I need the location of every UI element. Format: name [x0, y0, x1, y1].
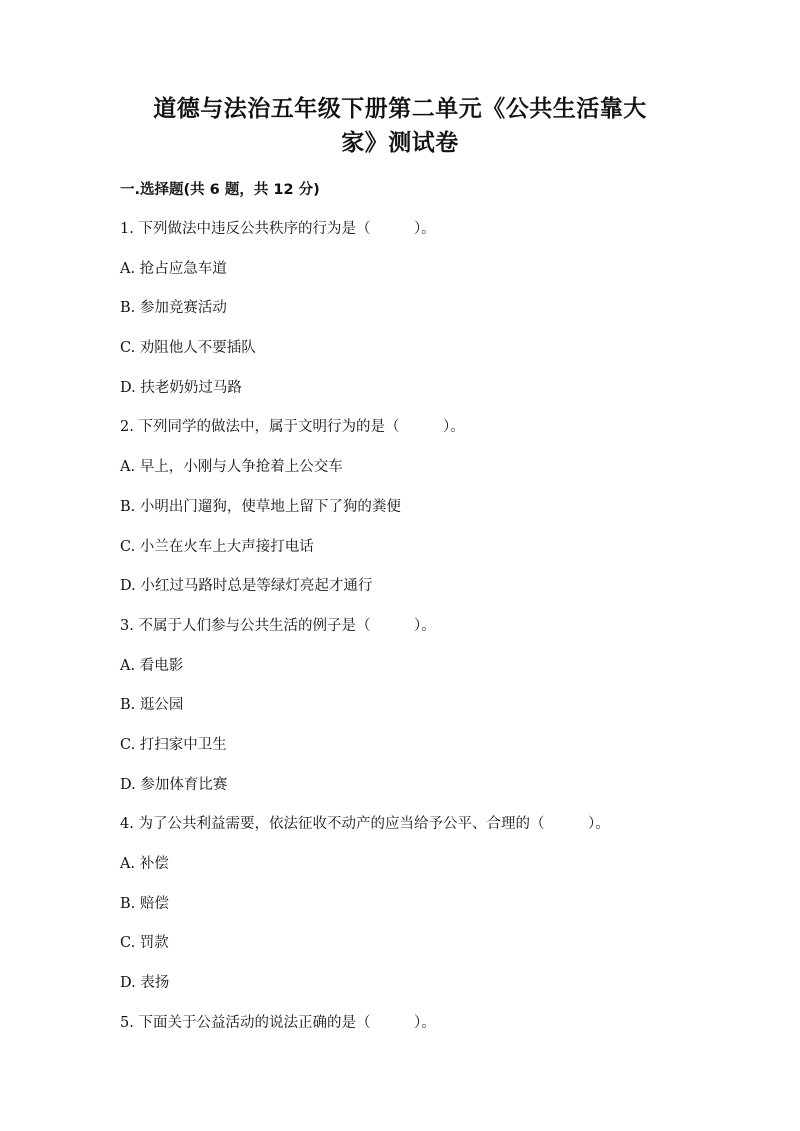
answer-option: B. 赔偿 [120, 895, 169, 912]
question-2 [120, 417, 720, 596]
title-line-1: 道德与法治五年级下册第二单元《公共生活靠大 [153, 96, 647, 122]
answer-option: C. 打扫家中卫生 [120, 736, 227, 753]
answer-option: A. 看电影 [120, 657, 184, 674]
answer-option: A. 抢占应急车道 [120, 260, 227, 277]
answer-option: D. 表扬 [120, 975, 170, 992]
page-title [0, 92, 800, 160]
answer-option: B. 参加竞赛活动 [120, 300, 227, 317]
question-stem: 5. 下面关于公益活动的说法正确的是（ ）。 [120, 1014, 436, 1031]
answer-option: C. 劝阻他人不要插队 [120, 340, 256, 357]
answer-option: C. 小兰在火车上大声接打电话 [120, 538, 314, 555]
answer-option: D. 参加体育比赛 [120, 776, 228, 793]
question-5 [120, 1013, 720, 1033]
answer-option: B. 逛公园 [120, 697, 184, 714]
question-stem: 4. 为了公共利益需要，依法征收不动产的应当给予公平、合理的（ ）。 [120, 816, 610, 833]
question-stem: 3. 不属于人们参与公共生活的例子是（ ）。 [120, 617, 436, 634]
question-4 [120, 814, 720, 993]
section-heading: 一.选择题(共 6 题，共 12 分) [120, 182, 320, 198]
question-3 [120, 616, 720, 795]
title-line-2: 家》测试卷 [341, 130, 459, 156]
answer-option: D. 小红过马路时总是等绿灯亮起才通行 [120, 578, 373, 595]
question-list [120, 219, 720, 1052]
answer-option: B. 小明出门遛狗，使草地上留下了狗的粪便 [120, 498, 401, 515]
answer-option: A. 早上，小刚与人争抢着上公交车 [120, 459, 343, 476]
answer-option: A. 补偿 [120, 856, 169, 872]
question-1 [120, 219, 720, 398]
question-stem: 2. 下列同学的做法中，属于文明行为的是（ ）。 [120, 419, 465, 436]
answer-option: C. 罚款 [120, 935, 169, 952]
answer-option: D. 扶老奶奶过马路 [120, 379, 242, 396]
question-stem: 1. 下列做法中违反公共秩序的行为是（ ）。 [120, 221, 436, 237]
